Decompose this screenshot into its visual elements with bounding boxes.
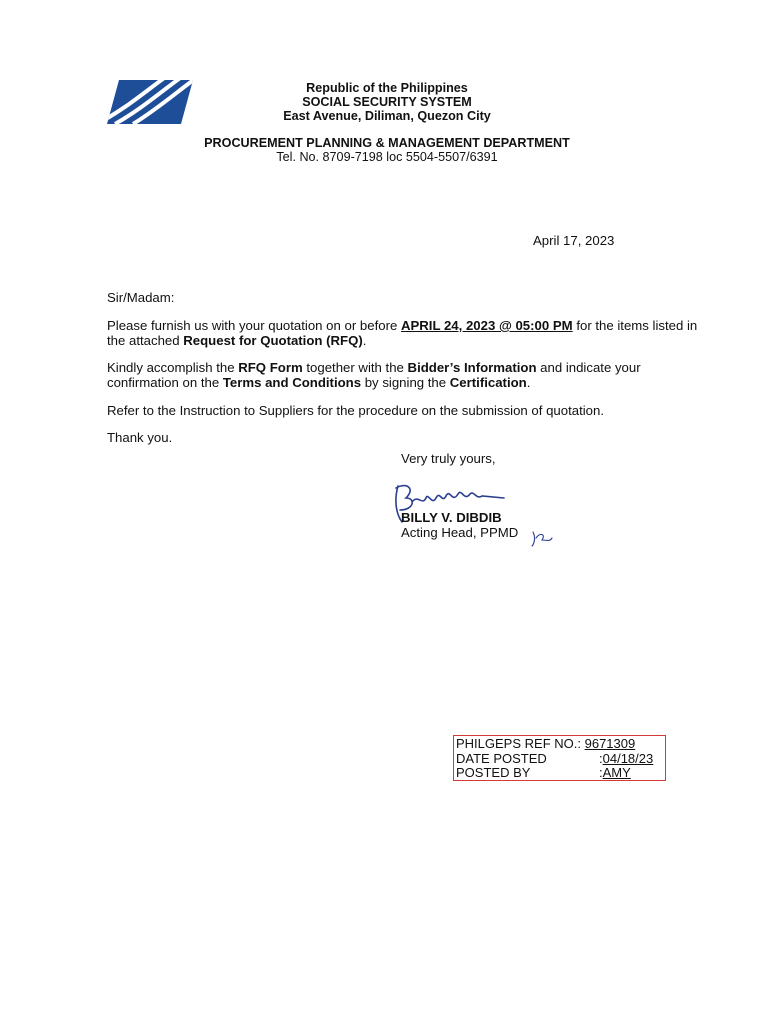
signatory-name: BILLY V. DIBDIB	[401, 510, 502, 525]
header-agency: SOCIAL SECURITY SYSTEM	[302, 95, 472, 109]
initials-mark	[530, 528, 554, 548]
paragraph-thanks: Thank you.	[107, 430, 173, 445]
rfq-reference: Request for Quotation (RFQ)	[183, 333, 363, 348]
letter-date: April 17, 2023	[533, 233, 615, 248]
philgeps-reference-box	[453, 735, 666, 781]
closing: Very truly yours,	[401, 451, 496, 466]
paragraph-instructions: Kindly accomplish the RFQ Form together with the Bidder’s Information and indicate your confirmation on the Terms and Conditions by signing the Certification.	[107, 360, 641, 390]
paragraph-deadline: Please furnish us with your quotation on or before APRIL 24, 2023 @ 05:00 PM for the items listed in the attached Request for Quotation (RFQ).	[107, 318, 698, 348]
header-department: PROCUREMENT PLANNING & MANAGEMENT DEPARTMENT	[204, 136, 570, 150]
header-republic: Republic of the Philippines	[306, 81, 468, 95]
ref-row-date: DATE POSTED : 04/18/23	[456, 750, 654, 766]
salutation: Sir/Madam:	[107, 290, 175, 305]
signatory-title: Acting Head, PPMD	[401, 525, 519, 540]
ref-row-posted-by: POSTED BY : AMY	[456, 765, 631, 780]
paragraph-refer: Refer to the Instruction to Suppliers for the procedure on the submission of quotation.	[107, 403, 605, 418]
deadline-text: APRIL 24, 2023 @ 05:00 PM	[400, 318, 573, 333]
header-telephone: Tel. No. 8709-7198 loc 5504-5507/6391	[276, 150, 498, 164]
ref-row-number: PHILGEPS REF NO.: 9671309	[456, 736, 636, 751]
header-address: East Avenue, Diliman, Quezon City	[283, 109, 491, 123]
